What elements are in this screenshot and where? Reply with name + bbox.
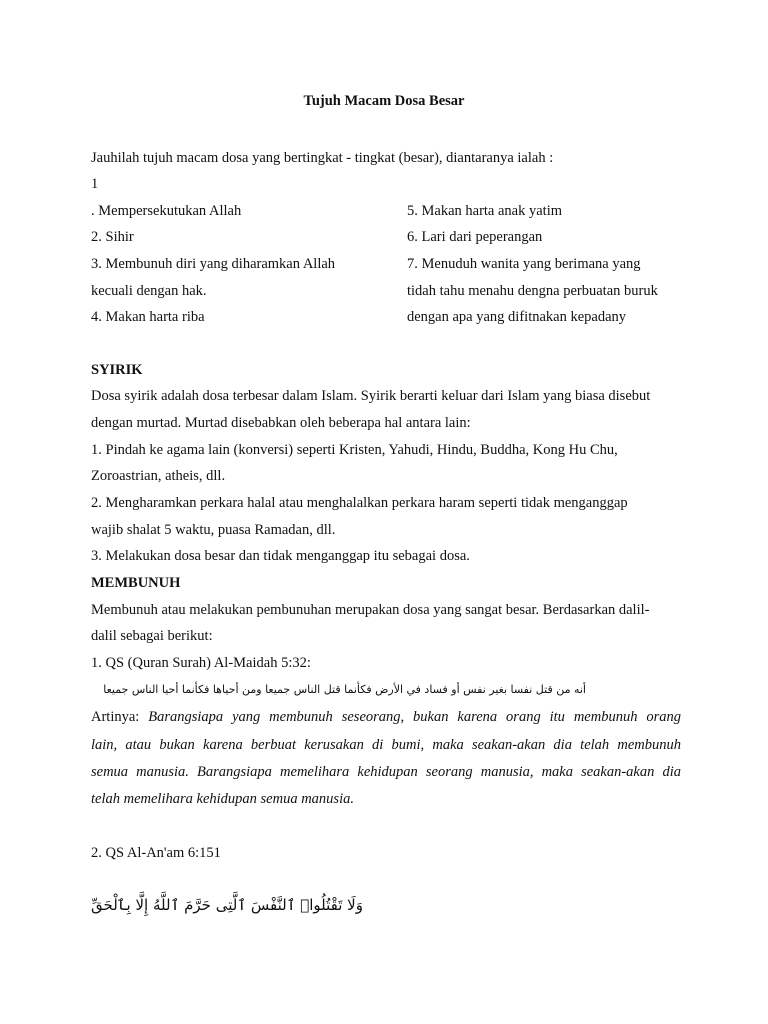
sin-item-7: 7. Menuduh wanita yang berimana yang [407, 256, 641, 272]
translation-text: Barangsiapa yang membunuh seseorang, bukan karena orang itu membunuh orang [148, 709, 682, 725]
syirik-line: dengan murtad. Murtad disebabkan oleh beberapa hal antara lain: [91, 415, 471, 431]
translation-text: telah memelihara kehidupan semua manusia. [91, 791, 354, 807]
sin-item-1: . Mempersekutukan Allah [91, 203, 242, 219]
translation-text: lain, atau bukan karena berbuat kerusakan di bumi, maka seakan-akan dia telah membunuh [91, 737, 681, 753]
section-heading-syirik: SYIRIK [91, 362, 143, 378]
sin-item-7-cont: tidah tahu menahu dengna perbuatan buruk [407, 283, 658, 299]
arabic-verse-2: وَلَا تَقْتُلُوا۟ ٱلنَّفْسَ ٱلَّتِى حَرَّمَ ٱللَّهُ إِلَّا بِٱلْحَقِّ [91, 896, 363, 914]
section-heading-membunuh: MEMBUNUH [91, 575, 181, 591]
translation-text: semua manusia. Barangsiapa memelihara kehidupan seorang manusia, maka seakan-akan dia [91, 764, 681, 780]
sin-item-2: 2. Sihir [91, 229, 134, 245]
sin-item-4: 4. Makan harta riba [91, 309, 205, 325]
membunuh-line: Membunuh atau melakukan pembunuhan merupakan dosa yang sangat besar. Berdasarkan dalil- [91, 602, 650, 618]
sin-item-7-cont2: dengan apa yang difitnakan kepadany [407, 309, 627, 325]
syirik-line: Zoroastrian, atheis, dll. [91, 468, 226, 484]
translation-line-3 [91, 763, 681, 781]
syirik-line: 2. Mengharamkan perkara halal atau menghalalkan perkara haram seperti tidak menganggap [91, 495, 628, 511]
syirik-line: 1. Pindah ke agama lain (konversi) seperti Kristen, Yahudi, Hindu, Buddha, Kong Hu Chu, [91, 442, 618, 458]
membunuh-line: dalil sebagai berikut: [91, 628, 213, 644]
intro-text: Jauhilah tujuh macam dosa yang bertingkat - tingkat (besar), diantaranya ialah : [91, 150, 554, 166]
syirik-line: Dosa syirik adalah dosa terbesar dalam Islam. Syirik berarti keluar dari Islam yang biasa disebut [91, 388, 651, 404]
quran-reference-1: 1. QS (Quran Surah) Al-Maidah 5:32: [91, 655, 311, 671]
sin-item-3-cont: kecuali dengan hak. [91, 283, 207, 299]
quran-reference-2: 2. QS Al-An'am 6:151 [91, 845, 221, 861]
sin-item-5: 5. Makan harta anak yatim [407, 203, 563, 219]
syirik-line: 3. Melakukan dosa besar dan tidak menganggap itu sebagai dosa. [91, 548, 470, 564]
translation-line-1 [91, 708, 681, 726]
translation-line-4 [91, 790, 354, 808]
syirik-line: wajib shalat 5 waktu, puasa Ramadan, dll. [91, 522, 336, 538]
arabic-verse-1: أنه من قتل نفسا بغير نفس أو فساد في الأرض فكأنما قتل الناس جميعا ومن أحياها فكأنما أحيا الناس جميعا [103, 683, 586, 696]
sin-item-6: 6. Lari dari peperangan [407, 229, 543, 245]
sin-item-3: 3. Membunuh diri yang diharamkan Allah [91, 256, 336, 272]
document-title: Tujuh Macam Dosa Besar [303, 93, 465, 109]
translation-line-2 [91, 736, 681, 754]
artinya-label: Artinya: [91, 709, 140, 725]
list-number: 1 [91, 176, 99, 192]
